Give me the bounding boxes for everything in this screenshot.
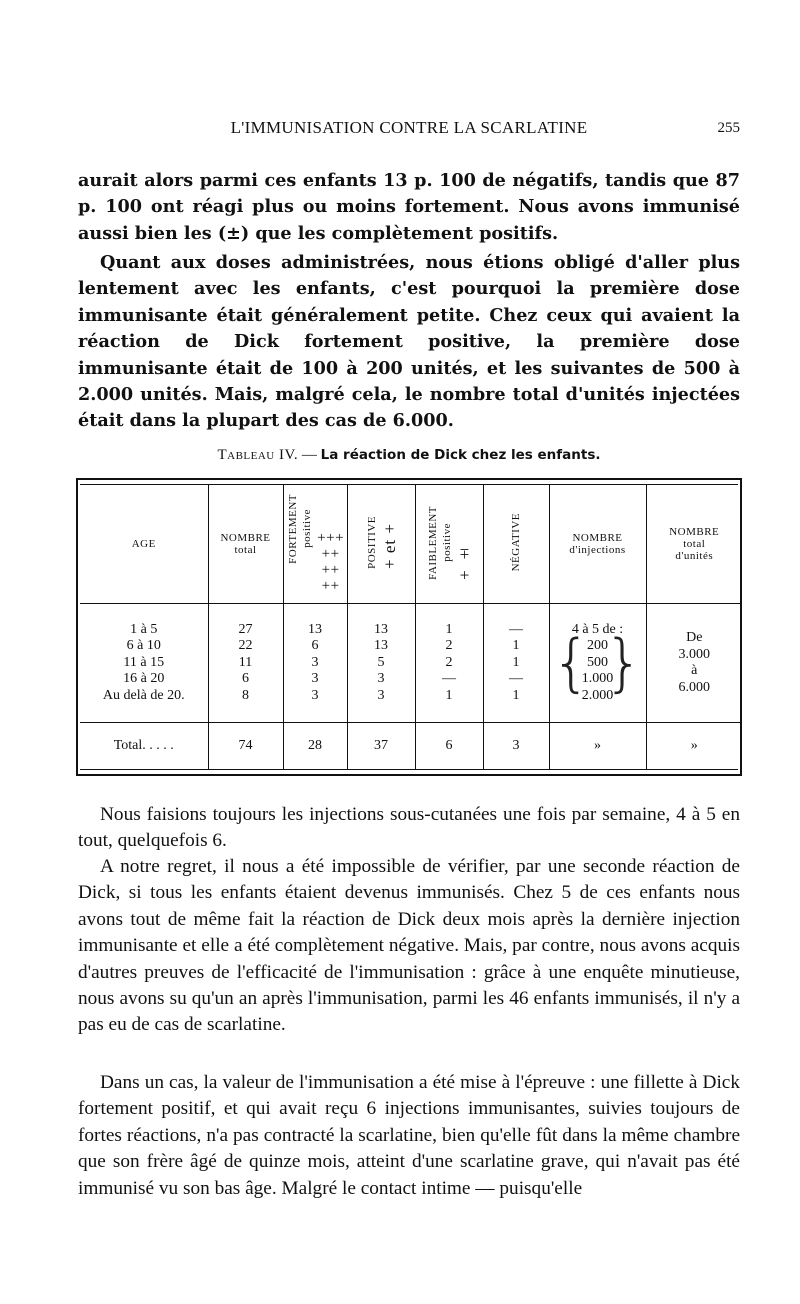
running-title: L'IMMUNISATION CONTRE LA SCARLATINE bbox=[230, 118, 588, 137]
brace-right-icon: } bbox=[604, 626, 644, 699]
caption-dash: — bbox=[301, 447, 317, 463]
total-unites: » bbox=[646, 723, 742, 770]
header-age: AGE bbox=[80, 485, 208, 604]
fortement-signs: +++ ++ ++ ++ bbox=[317, 529, 345, 594]
col-positive: 13 13 5 3 3 bbox=[347, 604, 415, 723]
page-header bbox=[78, 118, 740, 142]
paragraph-5: Dans un cas, la valeur de l'immunisation a été mise à l'épreuve : une fillette à Dick fortement positif, et qui avait reçu 6 injections immunisantes, suivies toujours de fortes réactions, n'a pas contracté la scarlatine, bien qu'elle fût dans la même chambre que son frère âgé de quinze mois, atteint d'une scarlatine grave, qui n'avait pas été immunisé vu son bas âge. Malgré le contact intime — puisqu'elle bbox=[78, 1072, 740, 1199]
total-fortement: 28 bbox=[283, 723, 347, 770]
total-injections: » bbox=[549, 723, 646, 770]
col-fortement: 13 6 3 3 3 bbox=[283, 604, 347, 723]
col-negative: — 1 1 — 1 bbox=[483, 604, 549, 723]
total-label: Total. . . . . bbox=[80, 723, 208, 770]
header-negative: NÉGATIVE bbox=[483, 485, 549, 604]
total-negative: 3 bbox=[483, 723, 549, 770]
col-unites: De 3.000 à 6.000 bbox=[646, 604, 742, 723]
paragraph-4: A notre regret, il nous a été impossible de vérifier, par une seconde réaction de Dick, si tous les enfants étaient devenus immunisés. Chez 5 de ces enfants nous avons tout de même fait la réaction de Dick deux mois après la dernière injection immunisante et elle a été complètement négative. Mais, par contre, nous avons acquis d'autres preuves de l'efficacité de l'immunisation : grâce à une enquête minutieuse, nous avons su qu'un an après l'immunisation, parmi les 46 enfants immunisés, il n'y a pas eu de cas de scarlatine. bbox=[78, 856, 740, 1036]
header-unites: NOMBRE total d'unités bbox=[646, 485, 742, 604]
table-caption bbox=[78, 447, 740, 464]
header-nombre-total: NOMBRE total bbox=[208, 485, 283, 604]
header-faiblement-positive: FAIBLEMENT positive + ± bbox=[415, 485, 483, 604]
col-faiblement: 1 2 2 — 1 bbox=[415, 604, 483, 723]
header-injections: NOMBRE d'injections bbox=[549, 485, 646, 604]
paragraph-3: Nous faisions toujours les injections sous-cutanées une fois par semaine, 4 à 5 en tout, quelquefois 6. bbox=[78, 804, 740, 852]
page-number: 255 bbox=[717, 120, 740, 136]
total-nombre: 74 bbox=[208, 723, 283, 770]
caption-title: La réaction de Dick chez les enfants. bbox=[320, 447, 601, 463]
total-row bbox=[80, 723, 742, 770]
caption-label: Tableau IV. bbox=[217, 447, 299, 463]
col-nombre-total: 27 22 11 6 8 bbox=[208, 604, 283, 723]
col-age: 1 à 5 6 à 10 11 à 15 16 à 20 Au delà de 20. bbox=[102, 621, 185, 703]
paragraph-1: aurait alors parmi ces enfants 13 p. 100 de négatifs, tandis que 87 p. 100 ont réagi plus ou moins fortement. Nous avons immunisé aussi bien les (±) que les complètement positifs. bbox=[78, 170, 740, 244]
header-positive: POSITIVE + et + bbox=[347, 485, 415, 604]
results-table bbox=[76, 478, 742, 776]
col-injections: { 4 à 5 de : 200 500 1.000 2.000 } bbox=[549, 604, 646, 723]
paragraph-2: Quant aux doses administrées, nous étions obligé d'aller plus lentement avec les enfants, c'est pourquoi la première dose immunisante était généralement petite. Chez ceux qui avaient la réaction de Dick fortement positive, la première dose immunisante était de 100 à 200 unités, et les suivantes de 500 à 2.000 unités. Mais, malgré cela, le nombre total d'unités injectées était dans la plupart des cas de 6.000. bbox=[78, 252, 740, 432]
total-positive: 37 bbox=[347, 723, 415, 770]
header-fortement-positive: FORTEMENT positive +++ ++ ++ ++ bbox=[283, 485, 347, 604]
brace-left-icon: { bbox=[551, 626, 591, 699]
total-faiblement: 6 bbox=[415, 723, 483, 770]
